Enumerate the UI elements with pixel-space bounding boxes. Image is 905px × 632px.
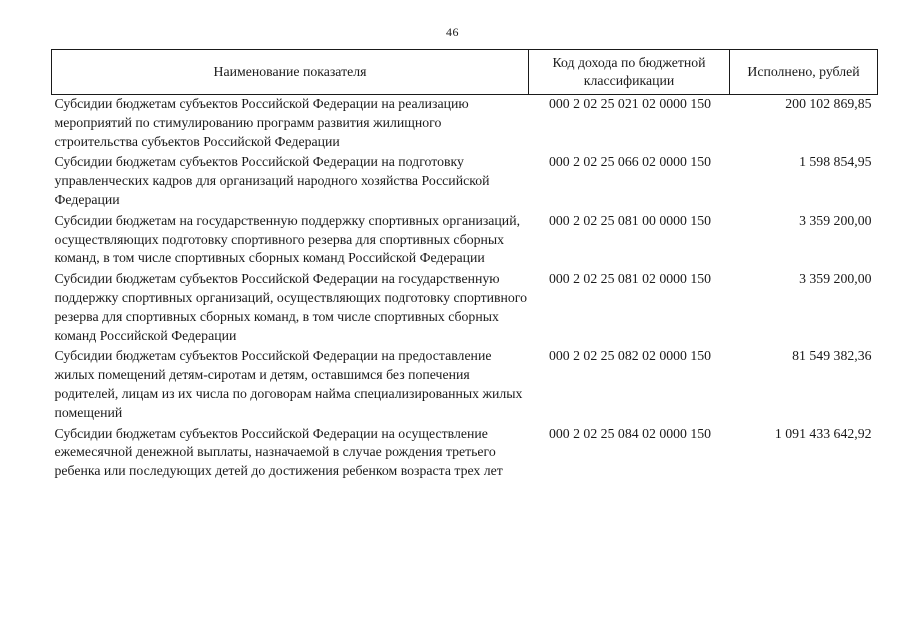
income-code: 000 2 02 25 066 02 0000 150	[548, 154, 712, 170]
indicator-name: Субсидии бюджетам на государственную поддержку спортивных организаций, осуществляющих подготовку спортивного резерва для спортивных сборных команд, в том числе спортивных сборных команд Российской Федерации	[54, 212, 521, 266]
executed-amount: 3 359 200,00	[799, 212, 872, 228]
income-code: 000 2 02 25 081 00 0000 150	[548, 212, 712, 228]
income-code: 000 2 02 25 082 02 0000 150	[548, 348, 712, 364]
indicator-name: Субсидии бюджетам субъектов Российской Федерации на реализацию мероприятий по стимулированию программ развития жилищного строительства субъектов Российской Федерации	[54, 96, 469, 149]
table-row	[52, 347, 878, 424]
header-amount: Исполнено, рублей	[730, 50, 878, 95]
executed-amount: 1 598 854,95	[799, 154, 872, 170]
executed-amount: 81 549 382,36	[792, 348, 872, 364]
table-row	[52, 95, 878, 154]
table-row	[52, 212, 878, 270]
budget-table	[51, 49, 878, 483]
table-row	[52, 270, 878, 347]
table-row	[52, 425, 878, 483]
table-body	[52, 95, 878, 483]
indicator-name: Субсидии бюджетам субъектов Российской Федерации на государственную поддержку спортивных организаций, осуществляющих подготовку спортивного резерва для спортивных сборных команд, в том числе спортивных сборных команд Российской Федерации	[54, 271, 528, 343]
executed-amount: 200 102 869,85	[785, 96, 872, 111]
page-number: 46	[446, 25, 459, 39]
income-code: 000 2 02 25 084 02 0000 150	[548, 425, 712, 441]
table-header	[52, 50, 878, 95]
indicator-name: Субсидии бюджетам субъектов Российской Федерации на подготовку управленческих кадров для организаций народного хозяйства Российской Федерации	[54, 154, 490, 207]
executed-amount: 3 359 200,00	[799, 271, 872, 287]
executed-amount: 1 091 433 642,92	[774, 425, 872, 441]
table-row	[52, 153, 878, 211]
indicator-name: Субсидии бюджетам субъектов Российской Федерации на осуществление ежемесячной денежной выплаты, назначаемой в случае рождения третьего ребенка или последующих детей до достижения ребенком возраста трех лет	[54, 425, 503, 479]
header-code: Код дохода по бюджетной классификации	[529, 50, 730, 95]
header-name: Наименование показателя	[52, 50, 529, 95]
indicator-name: Субсидии бюджетам субъектов Российской Федерации на предоставление жилых помещений детям-сиротам и детям, оставшимся без попечения родителей, лицам из их числа по договорам найма специализированных жилых помещений	[54, 348, 523, 420]
income-code: 000 2 02 25 081 02 0000 150	[548, 271, 712, 287]
income-code: 000 2 02 25 021 02 0000 150	[548, 96, 712, 111]
